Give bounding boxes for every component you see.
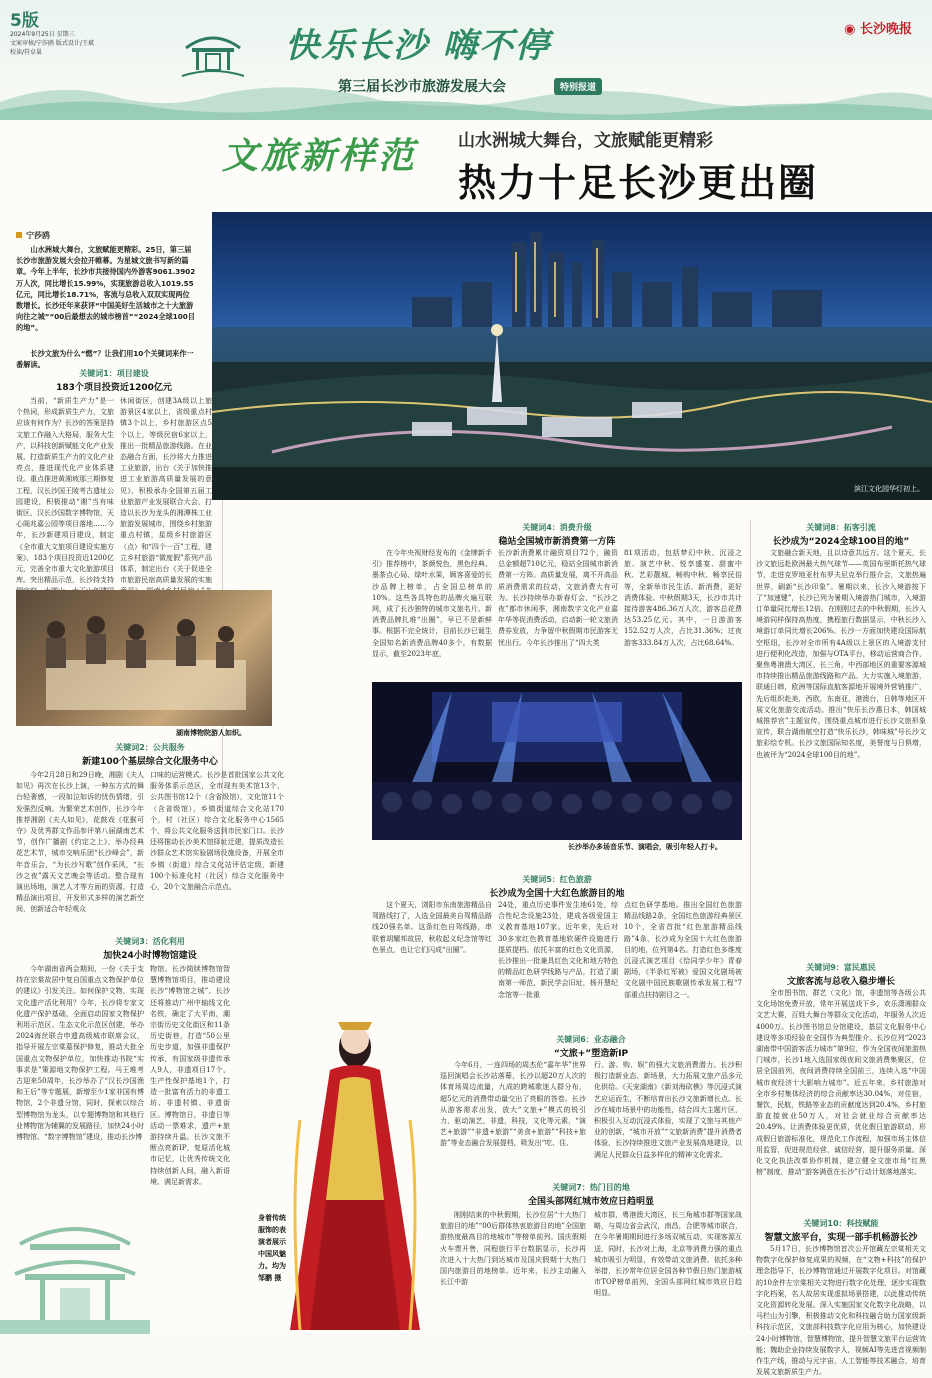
pavilion-decoration-icon [0, 1204, 150, 1334]
keyword-4-text-col3: 81项活动，包括梦幻中秋、沉浸之旅、演艺中秋、悦享盛宴、甜蜜中秋、艺彩靓城、畅购中秋、畅享民俗等，全新举市民生活、新消费，更好消费体验。中秋假期3天，长沙市共计接待游客486.36万人次，游客总花费达53.25亿元。其中，一日游游客152.52万人次，占比31.36%；过夜游客333.84万人次，占比68.64%。 [624, 549, 742, 647]
newspaper-logo: ◉ 长沙晚报 [844, 22, 912, 37]
newspaper-name: 长沙晚报 [859, 22, 912, 37]
keyword-6-heading: “文旅+”塑造新IP [553, 1049, 629, 1059]
keyword-7-text-col1: 刚刚结束的中秋假期，长沙位居“十大热门旅游目的地”“00后群体热衷旅游目的地”全国旅游热度最高目的地城市”等榜单前列。国庆假期火车票开售，同程旅行平台数据显示，长沙再次进入十大热门到达城市及国庆假期十大热门国内旅游目的地榜单。近年来，长沙主动融入长江中游 [440, 1211, 586, 1287]
slogan: 快乐长沙 嗨不停 [285, 26, 551, 66]
keyword-4-label: 关键词4：消费升级 [522, 523, 592, 532]
meta-line: 文案审核/宁莎鸥 版式设计/王斌 [10, 40, 94, 47]
conference-logo-icon [178, 24, 248, 84]
museum-visitors-image [16, 590, 272, 726]
hero-photo [212, 212, 932, 500]
keyword-7-label: 关键词7：热门目的地 [552, 1183, 630, 1192]
keyword-1-text-col1: 当前，“新质生产力”是一个热词，形成新质生产力，文旅应该有何作为？长沙的答案是持文旅工作融入大格局，服务大生产，以科技创新赋能文化产业发展，打造新质生产力的文化产业亮点，推进现代化产业体系建设。重点推进黄湘坡那三期修复工程，汉长沙国王陵考古遗址公园建设，积极推动“湘”当有味街区，汉长沙国数字博物馆，天心阁兆嘉公园等项目落地……今年，长沙新建项目建设，制定《全市重大文旅项目建设实施方案》，183个项目投资近1200亿元，完善全市重大文化旅游项目库。突出精品示范，长沙持支持 [16, 397, 114, 585]
conference-title: 第三届长沙市旅游发展大会 [338, 79, 506, 95]
keyword-4-text-col1: 在今年央视财经发布的《金牌新手引》推荐榜中，茶颜悦色，黑色经典、墨茶点心局、绿叶水果，顾客喜爱的长沙品牌上榜单，占全国总榜单的10%。这些各具特色的品牌火遍互联网，成了长沙独特的城市文旅名片。新消费品牌扎堆“出圈”，早已不是新鲜事。根据不完全统计，目前长沙已诞生全国知名新消费品牌40多个，有数据显示，截至2023年底， [372, 549, 492, 658]
hero-caption: 滨江文化园华灯初上。 [854, 485, 924, 493]
keyword-1-label: 关键词1：项目建设 [79, 369, 149, 378]
lead-question: 长沙文旅为什么“燃”？让我们用10个关键词来作一番解读。 [16, 349, 194, 370]
keyword-2-text-col2: 口味的运营模式。长沙是首批国家公共文化服务体系示范区，全市现有美术馆13个，公共图书馆12个（含省级馆），文化馆11个（含省级馆），乡镇街道综合文化站170个，村（社区）综合文化服务中心1565个，将公共文化服务送到市民家门口。长沙还将推动长沙美术馆择址迁建，提质改造长沙群众艺术馆实验剧场设施设备，开展全市乡镇（街道）综合文化站评估定级，新建100个标准化村（社区）综合文化服务中心，20个文旅融合示范点。 [150, 771, 284, 892]
museum-photo [16, 590, 272, 726]
meta-line: 2024年9月25日 星期三 [10, 31, 75, 38]
keyword-2-text-col1: 今年2月28日和29日晚，湘剧《夫人如见》再次在长沙上演，一种东方式的舞台轻奢感，一段如泣如诉的忧伤情绪，引发强烈反响。为繁荣艺术创作，长沙今年推荐湘剧《夫人如见》，花鼓戏《花猴可夺》及优秀群文作品参评第八届湖南艺术节，创作广播剧《约定之上》，举办经典花艺术节，城市交响乐团“长沙峰会”，新年音乐会，“为长沙写歌”创作采风，“长沙之夜”露天文艺晚会等活动。整合现有演出场地，演艺人才等方面的资源，打造精品演出项目，开发形式多样的演艺新空间，创新适合年轻观众 [16, 771, 144, 914]
page-number: 5版 [10, 11, 39, 31]
meta-line: 校读/符卓巢 [10, 49, 43, 56]
keyword-10-label: 关键词10：科技赋能 [803, 1219, 879, 1228]
keyword-1-heading: 183个项目投资近1200亿元 [56, 383, 172, 393]
keyword-3-text-col1: 今年湖南省两会期间，一份《关于支持在宗棠故居中复自国重点文物保护单位的建议》引发关注。如何保护文物，实现文化遗产活化利用？今年，长沙将专家文化遗产保护基础，全面启动国家文物保护利用示范区、生态文化示范区创建，举办2024海丝联合申遗高级城市联席会议，指导开展左宗棠墓保护修复，推动大批全国重点文物保护单位，加快推动书院“实事求是”策源地文物保护工程。马王堆考古迎来50周年，长沙举办了“汉长沙国渔和王后”等专题展，新增至少1家非国有博物馆，2个非遗分馆，同时，探索以综合型博物馆为龙头，以专题博物馆和其他行业博物馆为辅翼的发展路径，加快24小时博物馆、“数字博物馆”建设，推动长沙博 [16, 965, 144, 1142]
headline: 热力十足长沙更出圈 [458, 161, 819, 205]
keyword-3-heading: 加快24小时博物馆建设 [103, 951, 197, 961]
keyword-6-label: 关键词6：业态融合 [556, 1035, 626, 1044]
keyword-9-heading: 文旅客流与总收入稳步增长 [786, 977, 895, 987]
keyword-5-text-col3: 点红色研学基地。推出全国红色旅游精品线路2条，全国红色旅游经典景区10个，全省首批“红色旅游精品线路”4条，长沙成为全国十大红色旅游目的地，位列第4名。打造红色多维度沉浸式演艺项目《恰同学少年》青春剧场，《半条红军被》爱国文化剧场被文化剧中国民族歌剧传承发展工程“7部重点扶持剧目之一。 [624, 901, 742, 999]
lead-paragraph: 山水洲城大舞台，文旅赋能更精彩。25日，第三届长沙市旅游发展大会拉开帷幕。为星城文旅书写新的篇章。今年上半年，长沙市共接待国内外游客9061.3902万人次，同比增长15.99%，实现旅游总收入1019.55亿元，同比增长18.71%，客流与总收入双双实现两位数增长。长沙还年来获评“中国美好生活城市之十大旅游向往之城”“00后最想去的城市榜首”“2024全球100目的地”。 [16, 245, 196, 333]
opera-performer-photo [280, 1000, 430, 1334]
museum-caption: 湖南博物院游人如织。 [176, 729, 246, 737]
keyword-5-label: 关键词5：红色旅游 [522, 875, 592, 884]
keyword-3-label: 关键词3：活化利用 [115, 937, 185, 946]
concert-photo [372, 682, 742, 840]
column-brand: 文旅新样范 [222, 135, 418, 177]
keyword-6-text-col2: 行、游、购、娱”的强大文旅消费潜力。长沙积极打造新业态、新场景，大力拓展文旅产品多元化供给。《天宠湖南》《新刘海砍樵》等沉浸式演艺应运而生，不断培育出长沙文旅新增长点。长沙在城市场景中的功能性，结合四大主题片区，积极引入互动沉浸式体验，实现了文旅与其他产业的创新，“城市开放”“文旅新消费”提升消费者体验，长沙持续推进文旅产业发展高地建设，以满足人民群众日益多样化的精神文化需求。 [594, 1061, 742, 1159]
keyword-1-text-col2: 休闲街区，创建3A级以上旅游景区4家以上，省级重点村镇3个以上，乡村旅游区点5个以上，等级民宿6家以上，推出一批精品旅游线路。在业态融合方面，长沙将大力推进工业旅游，出台《关于加快推进工业旅游高质量发展的意见》，积极承办全国第五届工业旅游产业发展联合大会，打造以长沙为龙头的湘潭株工业旅游发展城市，围绕乡村旅游重点村镇，星级乡村旅游区（点）和“四个一百”工程，建立乡村旅游“微度假”系列产品体系，制定出台《关于促进全市旅游民宿高质量发展的实施 [120, 397, 212, 585]
opera-caption: 身着传统服饰的表演者展示中国风魅力。均为邹鹏 摄 [258, 1214, 286, 1282]
special-report-badge: 特别报道 [554, 78, 602, 95]
keyword-6-text-col1: 今年6月，一连四场的周杰伦“嘉年华”世界巡回演唱会长沙站落幕，长沙以超20万人次的体育场周边流量，九成的跨城歌迷人群分布，超5亿元的消费带动量交出了亮眼的答卷。长沙从游客需求出发，放大“文旅+”模式的锐引力，驱动演艺，非遗，科技，文化等元素，“演艺+旅游”“非遗+旅游”“美食+旅游”“科技+旅游”等业态融合发展提档，吸发出“吃、住、 [440, 1061, 586, 1148]
keyword-4-text-col2: 长沙新消费累计融资项目72个，融资总金额超710亿元，稳站全国城市新消费第一方阵。高质量发展，离不开高品质消费需求的拉动，文旅消费大有可为。长沙持续举办新春灯会，“长沙之夜”都市休闲季，湘南数字文化产业嘉年华等促消费活动，启动新一轮文旅消费券发放，力争留中秋假期市民游客无忧出行。今年长沙推出了“四大类 [498, 549, 618, 647]
author-byline: 宁莎鸥 [16, 230, 50, 241]
keyword-9-label: 关键词9：富民惠民 [806, 963, 876, 972]
keyword-3-text-col2: 物馆、长沙简牍博物馆智慧博物馆项目，推动建设长沙“博物馆之城”。长沙还将推动广州中轴线文化名铁，确定了大平南，潮宗街历史文化街区和11条历史街巷，打造“50公里历史步道，加强非遗保护传承，有国家级非遗传承人9人，非遗项目17个，生产性保护基地1个，打造一批富有活力的非遗工坊、非遗村镇、非遗街区。博物馆日，非遗日等活动一票难求，遗产+旅游持续升温。长沙文旅不断点亮新IP，复原活化城市记忆，让优秀传统文化持续创新人间，融入新语境、满足新需求。 [150, 965, 230, 1186]
keyword-5-text-col2: 24处，重点历史事件发生地61处，综合性纪念设施23处，建成各级爱国主义教育基地107家。近年来，先后对30多家红色教育基地软硬件设施进行提质提档。依托丰富的红色文化资源，长沙推出一批兼具红色文化和地方特色的精品红色研学线路与产品，打造了湖南第一师范，新民学会旧址，杨开慧纪念馆等一批重 [498, 901, 618, 999]
music-festival-image [372, 682, 742, 840]
subtitle: 山水洲城大舞台，文旅赋能更精彩 [458, 131, 713, 151]
keyword-10-text: 5月17日，长沙博物馆首次公开馆藏左宗棠相关文物数字化保护修复成果的视频，在“文物+科技”的保护理念指导下，长沙博物馆通过开展数字化项目。对馆藏的10余件左宗棠相关文物进行数字化处理，逐步实现数字化档案，名人故居实现虚拟场景搭建，以此推动传统文化资源转化发展。深入实施国家文化数字化战略，以马栏山为引擎，积极推动文化和科技融合助力国家级新科技示范区，文旅部科技数字化应用为核心，加快建设24小时博物馆，智慧博物馆，提升智慧文旅平台运营效能；魏助企业持续发展数字人，视频AI等先进音视频制作生产线，推动与元宇宙，人工智能等技术融合，培育发展文旅新质生产力。 [756, 1245, 926, 1377]
keyword-5-heading: 长沙成为全国十大红色旅游目的地 [489, 889, 625, 899]
keyword-7-heading: 全国头部网红城市效应日趋明显 [527, 1197, 654, 1207]
night-skyline-image [212, 212, 932, 500]
keyword-5-text-col1: 这个夏天，浏阳市东南旅游精品自驾路线打了，人选全国最美自驾精品路线20强名单。这条红色自驾线路，串联着胡耀邦故居，秋收起义纪念馆等红色景点，也让它们闪成“出圈”。 [372, 901, 492, 954]
keyword-7-text-col2: 城市群，粤港澳大湾区，长三角城市群等国家战略，与周边省会武汉，南昌，合肥等城市联合，在今年暑期期间进行多场双城互动，实现客源互送，同时，长沙对上海，北京等消费力强的重点城市吸引力明显，有效带动文旅消费。依托多种举措，长沙常年位居全国各种节假日热门旅游城市TOP榜单前列，全国头部网红城市效应日趋明显。 [594, 1211, 742, 1298]
keyword-9-text: 全市图书馆，群艺（文化）馆，非遗馆等各级公共文化场馆免费开放，常年开展送戏下乡，欢乐潇湘群众文艺大赛，百姓大舞台等群众文化活动，年服务人次近4000万。长沙图书馆总分馆建设，基层文化服务中心建设等多项经验在全国作为典型推介。长沙位列“2023湖南带中国游客活力城市”第9位，作为全国夜间旅游热门城市，长沙1地入选国家级夜间文旅消费集聚区，位居全国前列，夜间消费持续全国前三，连续入选“中国城市夜经济十大影响力城市”。近五年来，乡村旅游对全市乡村集体经济的综合贡献率达30.04%，对住宿，餐饮，民航，铁路等业态的贡献度达到20.4%，乡村旅游直接就业50万人，对社会就业综合贡献率达20.49%。让消费体验更优质，优化假日旅游联动，形成假日旅游标准化，规范化工作流程，加强市场主体信用监管，促进规范经营，诚信经营，提升服务质量。深化文化执法改革协作机制，建立健全文旅市场“红黑榜”制度，推动“游客满意在长沙”行动计划落地落实。 [756, 989, 926, 1177]
keyword-2-label: 关键词2：公共服务 [115, 743, 185, 752]
keyword-8-text: 文旅融合新天地，且以诗意共远方。这个夏天，长沙文旅远赴欧洲最大热气球节——英国布里斯托热气球节，走进克罗地亚杜布罗夫尼克举行推介会，文旅热遍世界，刷新“长沙印象”。暑期以来，长沙入境游按下了“加速键”，长沙已列为暑期入境游热门城市，入境游订单量同比增长12倍。在刚刚过去的中秋假期，长沙入境游同样保持高热度，携程旅行数据显示，中秋长沙入境游订单同比增长206%。长沙一方面加快建设国际航空枢纽，长沙对全市所有4A级以上景区的入境游支付进行便利化改造，加强与OTA平台，移动运营商合作，聚焦粤港澳大湾区，长三角，中西部地区的重要客源城市持续推出精品旅游线路和产品。大力实施入境旅游，联通日韩，欧洲等国际直航客源地开展境外营销推广，先后组织赴美，西欧，东南亚，港澳台，日韩等地区开展文化旅游交流活动。推出“快乐长沙惠日本，韩国城城推荐官”主题宣传，围绕重点城市进行长沙文旅形象宣传，联合湖南航空打造“快乐长沙，韩味城”号长沙文旅彩绘专机。长沙文旅国际知名度，美誉度与日俱增，也被评为“2024全球100目的地”。 [756, 549, 926, 759]
performer-image [280, 1000, 430, 1334]
keyword-10-heading: 智慧文旅平台，实现一部手机畅游长沙 [764, 1233, 918, 1243]
keyword-8-label: 关键词8：拓客引流 [806, 523, 876, 532]
keyword-4-heading: 稳站全国城市新消费第一方阵 [498, 537, 616, 547]
page-meta [10, 30, 94, 57]
divider [750, 520, 751, 1330]
keyword-8-heading: 长沙成为“2024全球100目的地” [772, 537, 910, 547]
concert-caption: 长沙举办多场音乐节、演唱会，吸引年轻人打卡。 [568, 843, 722, 851]
keyword-2-heading: 新建100个基层综合文化服务中心 [82, 757, 218, 767]
page-header [0, 0, 932, 120]
